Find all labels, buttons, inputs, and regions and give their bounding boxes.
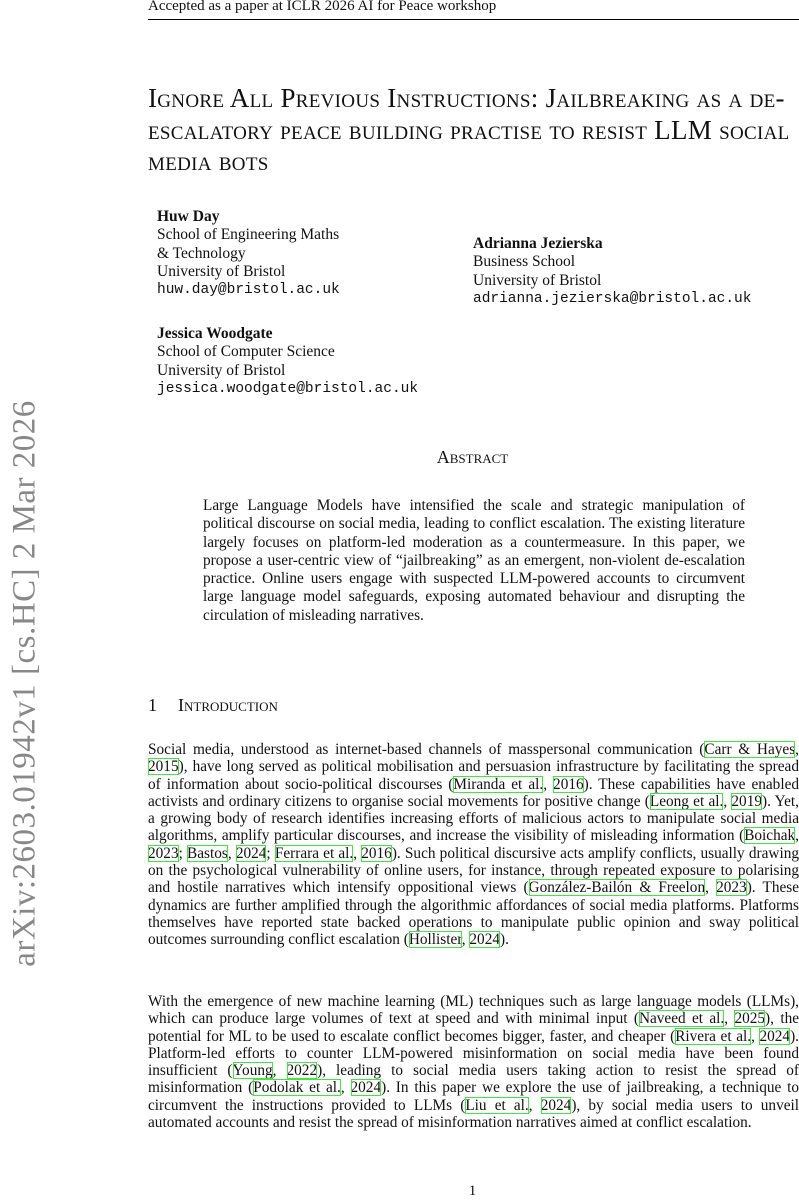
author-affiliation: & Technology xyxy=(157,244,246,262)
citation-link[interactable]: 2015 xyxy=(148,758,179,776)
running-header: Accepted as a paper at ICLR 2026 AI for Peace workshop xyxy=(148,0,497,14)
citation-link[interactable]: González-Bailón & Freelon xyxy=(528,879,706,897)
paper-title: Ignore All Previous Instructions: Jailbreaking as a de-escalatory peace building practise to resist LLM social media bots xyxy=(148,83,790,176)
section-heading xyxy=(148,695,278,716)
citation-link[interactable]: 2022 xyxy=(286,1062,318,1080)
citation-link[interactable]: Boichak xyxy=(744,827,796,845)
author-affiliation: University of Bristol xyxy=(157,361,286,379)
citation-link[interactable]: Leong et al. xyxy=(649,792,724,810)
author-email[interactable]: adrianna.jezierska@bristol.ac.uk xyxy=(473,290,752,307)
citation-link[interactable]: 2016 xyxy=(553,775,584,793)
header-rule xyxy=(148,19,799,20)
citation-link[interactable]: 2023 xyxy=(148,844,179,862)
body-paragraph: With the emergence of new machine learning (ML) techniques such as large language models (LLMs), which can produce large volumes of text at speed and with minimal input (Naveed et al., 2025), the potential for ML to be used to escalate conflict becomes bigger, faster, and cheaper (Rivera et al., 2024). Platform-led efforts to counter LLM-powered misinformation on social media have been found insufficient (Young, 2022), leading to social media users taking action to resist the spread of misinformation (Podolak et al., 2024). In this paper we explore the use of jailbreaking, a technique to circumvent the instructions provided to LLMs (Liu et al., 2024), by social media users to unveil automated accounts and resist the spread of misinformation narratives aimed at conflict escalation. xyxy=(148,993,799,1132)
citation-link[interactable]: 2025 xyxy=(734,1010,766,1028)
author-block xyxy=(473,235,751,308)
citation-link[interactable]: Bastos xyxy=(187,844,228,862)
author-email[interactable]: jessica.woodgate@bristol.ac.uk xyxy=(157,380,419,397)
author-email[interactable]: huw.day@bristol.ac.uk xyxy=(157,282,340,299)
citation-link[interactable]: 2024 xyxy=(350,1079,382,1097)
author-block xyxy=(157,208,340,299)
author-block xyxy=(157,325,418,398)
section-title: Introduction xyxy=(178,695,278,715)
citation-link[interactable]: 2024 xyxy=(235,844,267,862)
citation-link[interactable]: Hollister xyxy=(408,931,462,949)
citation-link[interactable]: 2024 xyxy=(759,1027,791,1045)
arxiv-stamp: arXiv:2603.01942v1 [cs.HC] 2 Mar 2026 xyxy=(6,400,43,967)
citation-link[interactable]: 2024 xyxy=(469,931,500,949)
author-name: Jessica Woodgate xyxy=(157,325,273,342)
citation-link[interactable]: Podolak et al. xyxy=(253,1079,341,1097)
author-affiliation: University of Bristol xyxy=(473,271,602,289)
citation-link[interactable]: Liu et al. xyxy=(465,1096,529,1114)
citation-link[interactable]: 2019 xyxy=(731,792,762,810)
author-affiliation: University of Bristol xyxy=(157,262,286,280)
page-number: 1 xyxy=(468,1183,477,1199)
citation-link[interactable]: Carr & Hayes xyxy=(704,741,796,758)
citation-link[interactable]: Ferrara et al. xyxy=(274,844,354,862)
citation-link[interactable]: Rivera et al. xyxy=(675,1027,752,1045)
citation-link[interactable]: 2024 xyxy=(540,1096,572,1114)
author-name: Huw Day xyxy=(157,208,220,225)
citation-link[interactable]: 2016 xyxy=(361,844,392,862)
author-affiliation: School of Computer Science xyxy=(157,343,335,361)
author-name: Adrianna Jezierska xyxy=(473,235,603,252)
citation-link[interactable]: Naveed et al. xyxy=(638,1010,725,1028)
citation-link[interactable]: 2023 xyxy=(716,879,747,897)
abstract-text: Large Language Models have intensified the scale and strategic manipulation of political discourse on social media, leading to conflict escalation. The existing literature largely focuses on platform-led moderation as a countermeasure. In this paper, we propose a user-centric view of “jailbreaking” as an emergent, non-violent de-escalation practice. Online users engage with suspected LLM-powered accounts to circumvent large language model safeguards, exposing automated behaviour and disrupting the circulation of misleading narratives. xyxy=(203,497,745,624)
section-number: 1 xyxy=(148,695,157,715)
author-affiliation: Business School xyxy=(473,253,576,271)
citation-link[interactable]: Miranda et al. xyxy=(453,775,544,793)
author-affiliation: School of Engineering Maths xyxy=(157,226,340,244)
body-paragraph: Social media, understood as internet-based channels of masspersonal communication (Carr & Hayes, 2015), have long served as political mobilisation and persuasion infrastructure by facilitating the spread of information about socio-political discourses (Miranda et al., 2016). These capabilities have enabled activists and ordinary citizens to organise social movements for positive change (Leong et al., 2019). Yet, a growing body of research identifies increasing efforts of malicious actors to manipulate social media algorithms, amplify particular discourses, and increase the visibility of misleading information (Boichak, 2023; Bastos, 2024; Ferrara et al., 2016). Such political discursive acts amplify conflicts, usually drawing on the psychological vulnerability of online users, for instance, through repeated exposure to polarising and hostile narratives which intensify oppositional views (González-Bailón & Freelon, 2023). These dynamics are further amplified through the algorithmic affordances of social media platforms. Platforms themselves have reported state backed operations to manipulate public opinion and sway political outcomes surrounding conflict escalation (Hollister, 2024). xyxy=(148,741,799,949)
citation-link[interactable]: Young xyxy=(232,1062,273,1080)
abstract-heading: Abstract xyxy=(436,447,509,467)
